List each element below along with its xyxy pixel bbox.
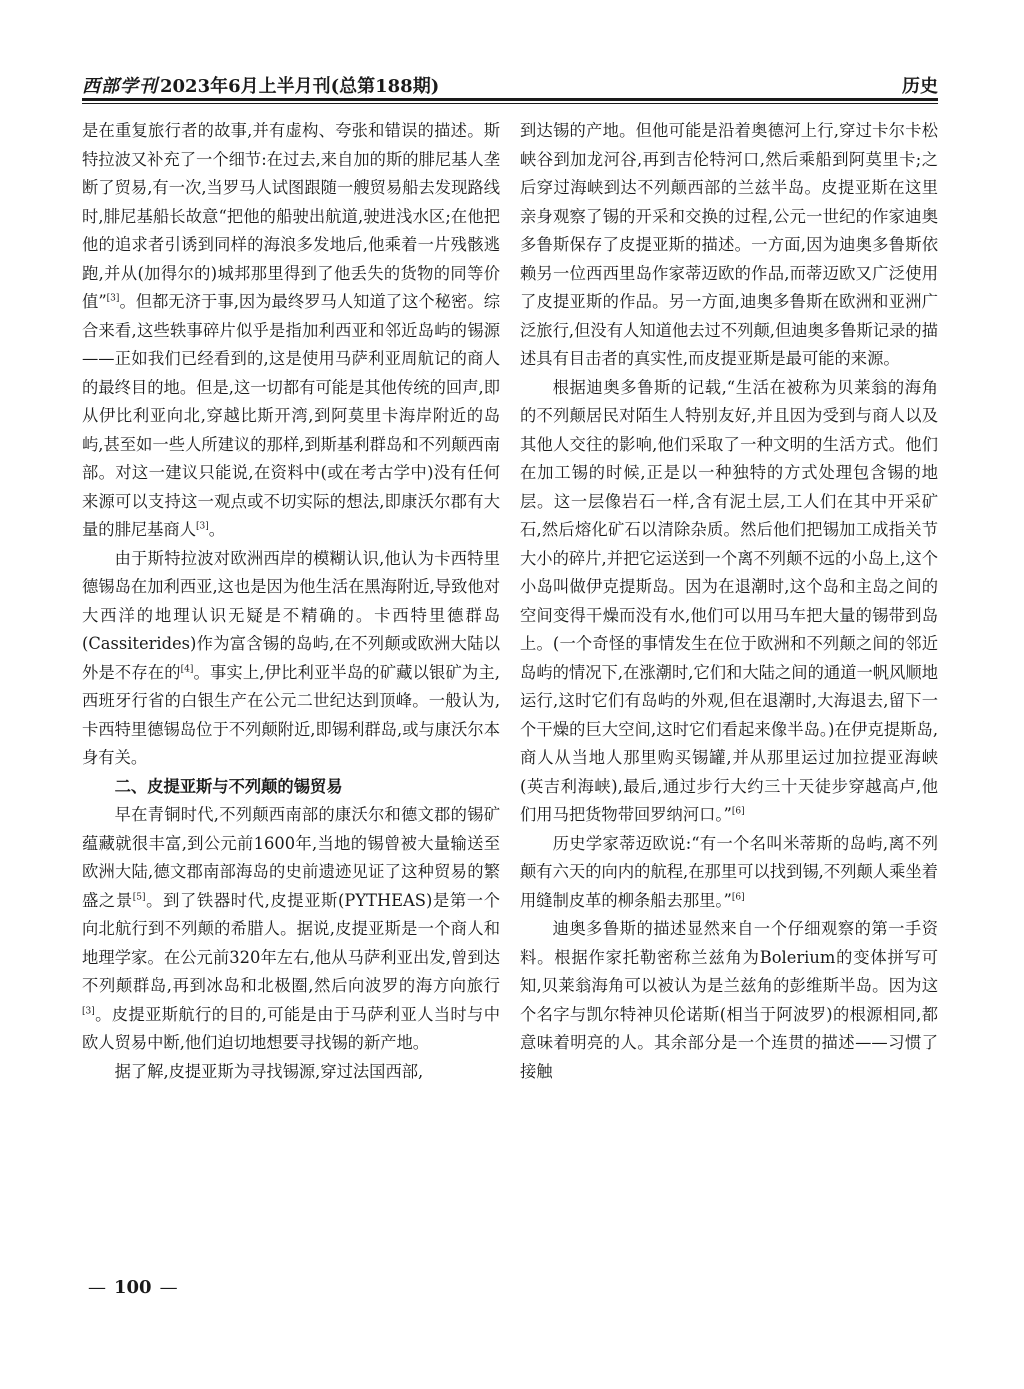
page-dash-right: —	[159, 1277, 178, 1298]
paragraph	[82, 801, 500, 1058]
citation: [6]	[731, 892, 745, 903]
section-heading: 二、皮提亚斯与不列颠的锡贸易	[114, 776, 343, 796]
text-run: 早在青铜时代,不列颠西南部的康沃尔和德文郡的锡矿蕴藏就很丰富,到公元前1600年,当地的锡曾被大量输送至欧洲大陆,德文郡南部海岛的史前遗迹见证了这种贸易的繁盛之景	[82, 805, 500, 910]
text-run: 由于斯特拉波对欧洲西岸的模糊认识,他认为卡西特里德锡岛在加利西亚,这也是因为他生活在黑海附近,导致他对大西洋的地理认识无疑是不精确的。卡西特里德群岛(Cassiterides)作为富含锡的岛屿,在不列颠或欧洲大陆以外是不存在的	[82, 548, 500, 682]
paragraph: 据了解,皮提亚斯为寻找锡源,穿过法国西部,	[114, 1061, 424, 1081]
text-run: 根据迪奥多鲁斯的记载,“生活在被称为贝莱翁的海角的不列颠居民对陌生人特别友好,并且因为受到与商人以及其他人交往的影响,他们采取了一种文明的生活方式。他们在加工锡的时候,正是以一种独特的方式处理包含锡的地层。这一层像岩石一样,含有泥土层,工人们在其中开采矿石,然后熔化矿石以清除杂质。然后他们把锡加工成指关节大小的碎片,并把它运送到一个离不列颠不远的小岛上,这个小岛叫做伊克提斯岛。因为在退潮时,这个岛和主岛之间的空间变得干燥而没有水,他们可以用马车把大量的锡带到岛上。(一个奇怪的事情发生在位于欧洲和不列颠之间的邻近岛屿的情况下,在涨潮时,它们和大陆之间的通道一帆风顺地运行,这时它们有岛屿的外观,但在退潮时,大海退去,留下一个干燥的巨大空间,这时它们看起来像半岛。)在伊克提斯岛,商人从当地人那里购买锡罐,并从那里运过加拉提亚海峡(英吉利海峡),最后,通过步行大约三十天徒步穿越高卢,他们用马把货物带回罗纳河口。”	[520, 377, 938, 824]
paragraph	[520, 830, 938, 916]
journal-issue: 2023年6月上半月刊(总第188期)	[160, 76, 440, 97]
page-number-value: 100	[114, 1277, 152, 1298]
citation: [4]	[180, 664, 194, 675]
text-run: 。到了铁器时代,皮提亚斯(PYTHEAS)是第一个向北航行到不列颠的希腊人。据说,皮提亚斯是一个商人和地理学家。在公元前320年左右,他从马萨利亚出发,曾到达不列颠群岛,再到冰岛和北极圈,然后向波罗的海方向旅行	[82, 890, 500, 995]
paragraph: 到达锡的产地。但他可能是沿着奥德河上行,穿过卡尔卡松峡谷到加龙河谷,再到吉伦特河口,然后乘船到阿莫里卡;之后穿过海峡到达不列颠西部的兰兹半岛。皮提亚斯在这里亲身观察了锡的开采和交换的过程,公元一世纪的作家迪奥多鲁斯保存了皮提亚斯的描述。一方面,因为迪奥多鲁斯依赖另一位西西里岛作家蒂迈欧的作品,而蒂迈欧又广泛使用了皮提亚斯的作品。另一方面,迪奥多鲁斯在欧洲和亚洲广泛旅行,但没有人知道他去过不列颠,但迪奥多鲁斯记录的描述具有目击者的真实性,而皮提亚斯是最可能的来源。	[520, 121, 938, 368]
header-rule-thin	[82, 103, 938, 104]
right-column	[520, 117, 938, 1086]
citation: [3]	[106, 293, 120, 304]
paragraph	[82, 545, 500, 773]
journal-title	[82, 72, 439, 98]
text-run: 历史学家蒂迈欧说:“有一个名叫米蒂斯的岛屿,离不列颠有六天的向内的航程,在那里可以找到锡,不列颠人乘坐着用缝制皮革的柳条船去那里。”	[520, 833, 938, 910]
text-run: 。事实上,伊比利亚半岛的矿藏以银矿为主,西班牙行省的白银生产在公元二世纪达到顶峰。一般认为,卡西特里德锡岛位于不列颠附近,即锡利群岛,或与康沃尔本身有关。	[82, 662, 500, 767]
paragraph: 迪奥多鲁斯的描述显然来自一个仔细观察的第一手资料。根据作家托勒密称兰兹角为Bolerium的变体拼写可知,贝莱翁海角可以被认为是兰兹角的彭维斯半岛。因为这个名字与凯尔特神贝伦诺斯(相当于阿波罗)的根源相同,都意味着明亮的人。其余部分是一个连贯的描述——习惯了接触	[520, 919, 938, 1081]
citation: [6]	[731, 806, 745, 817]
paragraph	[520, 374, 938, 830]
header-rule-thick	[82, 98, 938, 101]
section-label: 历史	[902, 76, 938, 97]
citation: [3]	[195, 521, 209, 532]
page-number	[88, 1277, 178, 1298]
journal-brand: 西部学刊	[82, 76, 158, 97]
citation: [5]	[132, 892, 146, 903]
left-column	[82, 117, 500, 1086]
citation: [3]	[82, 1006, 95, 1017]
running-header	[82, 70, 938, 100]
text-run: 。但都无济于事,因为最终罗马人知道了这个秘密。综合来看,这些轶事碎片似乎是指加利西亚和邻近岛屿的锡源——正如我们已经看到的,这是使用马萨利亚周航记的商人的最终目的地。但是,这一切都有可能是其他传统的回声,即从伊比利亚向北,穿越比斯开湾,到阿莫里卡海岸附近的岛屿,甚至如一些人所建议的那样,到斯基利群岛和不列颠西南部。对这一建议只能说,在资料中(或在考古学中)没有任何来源可以支持这一观点或不切实际的想法,即康沃尔郡有大量的腓尼基商人	[82, 292, 500, 539]
text-run: 。皮提亚斯航行的目的,可能是由于马萨利亚人当时与中欧人贸易中断,他们迫切地想要寻找锡的新产地。	[82, 1004, 500, 1052]
page-dash-left: —	[88, 1277, 106, 1298]
text-run: 是在重复旅行者的故事,并有虚构、夸张和错误的描述。斯特拉波又补充了一个细节:在过去,来自加的斯的腓尼基人垄断了贸易,有一次,当罗马人试图跟随一艘贸易船去发现路线时,腓尼基船长故意“把他的船驶出航道,驶进浅水区;在他把他的追求者引诱到同样的海浪多发地后,他乘着一片残骸逃跑,并从(加得尔的)城邦那里得到了他丢失的货物的同等价值”	[82, 121, 500, 311]
text-run: 。	[208, 520, 226, 539]
paragraph	[82, 117, 500, 545]
